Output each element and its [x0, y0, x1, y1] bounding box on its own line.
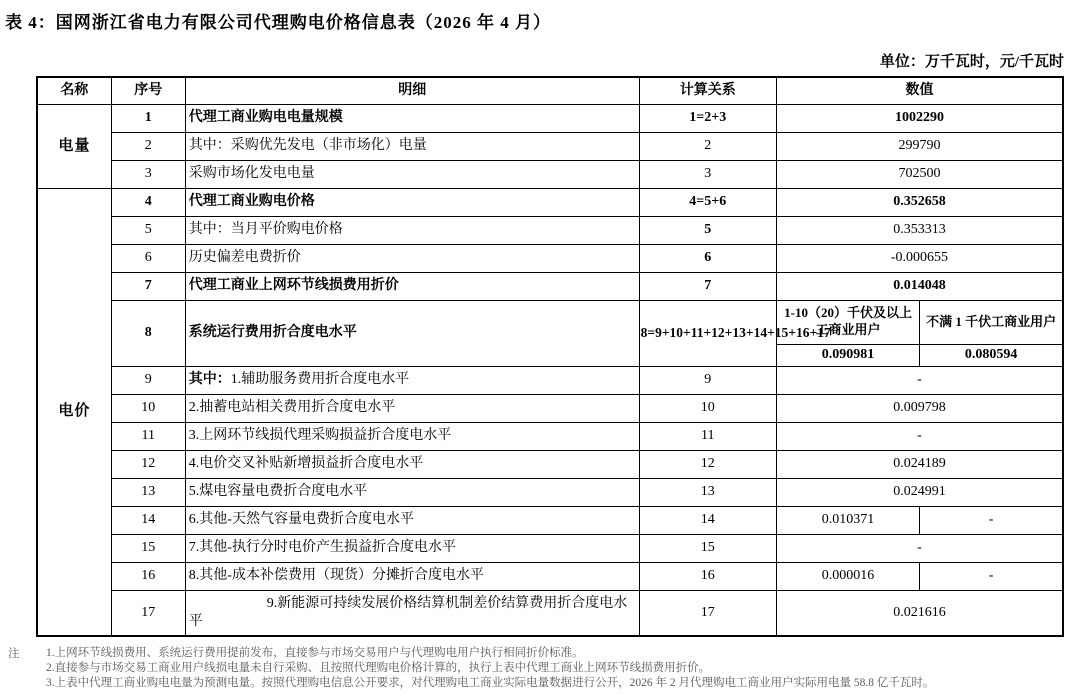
cell-value: 1002290 [776, 104, 1063, 132]
table-row [37, 132, 1063, 160]
cell-detail: 其中：采购优先发电（非市场化）电量 [185, 132, 639, 160]
cell-value: 0.014048 [776, 272, 1063, 300]
header-row [37, 77, 1063, 104]
footnote-item: 2.直接参与市场交易工商业用户线损电量未自行采购、且按照代理购电价格计算的，执行上表中代理工商业上网环节线损费用折价。 [46, 662, 711, 674]
table-row [37, 188, 1063, 216]
footnotes-label: 注 [8, 648, 20, 660]
cell-value: 0.010371 [776, 506, 919, 534]
cell-seq: 8 [111, 300, 185, 366]
table-row [37, 506, 1063, 534]
cell-value: - [776, 422, 1063, 450]
cell-seq: 3 [111, 160, 185, 188]
cell-value: 0.090981 [776, 344, 919, 366]
cell-detail: 7.其他-执行分时电价产生损益折合度电水平 [185, 534, 639, 562]
cell-relation: 2 [639, 132, 776, 160]
cell-seq: 1 [111, 104, 185, 132]
table-row [37, 216, 1063, 244]
cell-relation: 3 [639, 160, 776, 188]
cell-value: - [776, 366, 1063, 394]
table-row [37, 244, 1063, 272]
cell-value: -0.000655 [776, 244, 1063, 272]
group-label-price: 电价 [37, 188, 111, 636]
cell-detail: 采购市场化发电电量 [185, 160, 639, 188]
unit-note: 单位：万千瓦时，元/千瓦时 [879, 54, 1064, 70]
cell-seq: 11 [111, 422, 185, 450]
cell-detail: 4.电价交叉补贴新增损益折合度电水平 [185, 450, 639, 478]
page-title: 表 4：国网浙江省电力有限公司代理购电价格信息表（2026 年 4 月） [5, 13, 551, 32]
cell-detail: 9.新能源可持续发展价格结算机制差价结算费用折合度电水平 [185, 590, 639, 636]
col-header-relation: 计算关系 [639, 77, 776, 104]
cell-relation: 5 [639, 216, 776, 244]
col-header-name: 名称 [37, 77, 111, 104]
detail-rest: 1.辅助服务费用折合度电水平 [230, 372, 410, 388]
cell-relation: 7 [639, 272, 776, 300]
cell-detail: 系统运行费用折合度电水平 [185, 300, 639, 366]
cell-detail: 6.其他-天然气容量电费折合度电水平 [185, 506, 639, 534]
cell-value: 0.353313 [776, 216, 1063, 244]
cell-detail [185, 366, 639, 394]
cell-detail: 历史偏差电费折价 [185, 244, 639, 272]
cell-value: 0.009798 [776, 394, 1063, 422]
cell-value: 702500 [776, 160, 1063, 188]
cell-detail: 代理工商业上网环节线损费用折价 [185, 272, 639, 300]
cell-detail: 2.抽蓄电站相关费用折合度电水平 [185, 394, 639, 422]
cell-value: 299790 [776, 132, 1063, 160]
table-row [37, 366, 1063, 394]
cell-relation: 9 [639, 366, 776, 394]
cell-seq: 12 [111, 450, 185, 478]
table-row [37, 534, 1063, 562]
value-subheader-high-voltage: 1-10（20）千伏及以上工商业用户 [776, 300, 919, 344]
group-label-energy: 电量 [37, 104, 111, 188]
value-subheader-low-voltage: 不满 1 千伏工商业用户 [920, 300, 1063, 344]
col-header-detail: 明细 [185, 77, 639, 104]
cell-seq: 9 [111, 366, 185, 394]
cell-detail: 8.其他-成本补偿费用（现货）分摊折合度电水平 [185, 562, 639, 590]
table-row [37, 272, 1063, 300]
table-row [37, 450, 1063, 478]
cell-seq: 16 [111, 562, 185, 590]
table-row [37, 422, 1063, 450]
footnote-item: 3.上表中代理工商业购电电量为预测电量。按照代理购电信息公开要求，对代理购电工商业实际电量数据进行公开，2026 年 2 月代理购电工商业用户实际用电量 58.8 亿千瓦时。 [46, 677, 935, 689]
cell-relation: 13 [639, 478, 776, 506]
cell-seq: 6 [111, 244, 185, 272]
cell-value: - [776, 534, 1063, 562]
cell-seq: 7 [111, 272, 185, 300]
cell-relation: 17 [639, 590, 776, 636]
cell-relation: 6 [639, 244, 776, 272]
cell-seq: 17 [111, 590, 185, 636]
table-row [37, 160, 1063, 188]
cell-seq: 10 [111, 394, 185, 422]
cell-relation: 1=2+3 [639, 104, 776, 132]
table-row [37, 300, 1063, 344]
table-row [37, 478, 1063, 506]
cell-detail: 其中：当月平价购电价格 [185, 216, 639, 244]
col-header-seq: 序号 [111, 77, 185, 104]
price-info-table [36, 76, 1064, 637]
col-header-value: 数值 [776, 77, 1063, 104]
cell-relation: 10 [639, 394, 776, 422]
cell-relation: 14 [639, 506, 776, 534]
cell-seq: 2 [111, 132, 185, 160]
cell-seq: 13 [111, 478, 185, 506]
cell-relation: 4=5+6 [639, 188, 776, 216]
cell-value: 0.024189 [776, 450, 1063, 478]
cell-relation: 16 [639, 562, 776, 590]
footnote-item: 1.上网环节线损费用、系统运行费用提前发布，直接参与市场交易用户与代理购电用户执行相同折价标准。 [46, 647, 584, 659]
cell-relation: 12 [639, 450, 776, 478]
cell-seq: 14 [111, 506, 185, 534]
table-row [37, 562, 1063, 590]
cell-value: 0.000016 [776, 562, 919, 590]
cell-value: - [920, 506, 1063, 534]
cell-seq: 5 [111, 216, 185, 244]
footnotes [8, 646, 1074, 691]
cell-seq: 15 [111, 534, 185, 562]
table-row [37, 104, 1063, 132]
cell-detail: 5.煤电容量电费折合度电水平 [185, 478, 639, 506]
table-row [37, 590, 1063, 636]
cell-relation: 15 [639, 534, 776, 562]
cell-detail: 代理工商业购电价格 [185, 188, 639, 216]
detail-prefix: 其中： [188, 372, 231, 388]
table-row [37, 394, 1063, 422]
cell-relation: 8=9+10+11+12+13+14+15+16+17 [639, 300, 776, 366]
cell-value: 0.080594 [920, 344, 1063, 366]
cell-value: - [920, 562, 1063, 590]
cell-value: 0.021616 [776, 590, 1063, 636]
cell-relation: 11 [639, 422, 776, 450]
cell-detail: 代理工商业购电电量规模 [185, 104, 639, 132]
cell-detail: 3.上网环节线损代理采购损益折合度电水平 [185, 422, 639, 450]
cell-value: 0.024991 [776, 478, 1063, 506]
cell-value: 0.352658 [776, 188, 1063, 216]
cell-seq: 4 [111, 188, 185, 216]
